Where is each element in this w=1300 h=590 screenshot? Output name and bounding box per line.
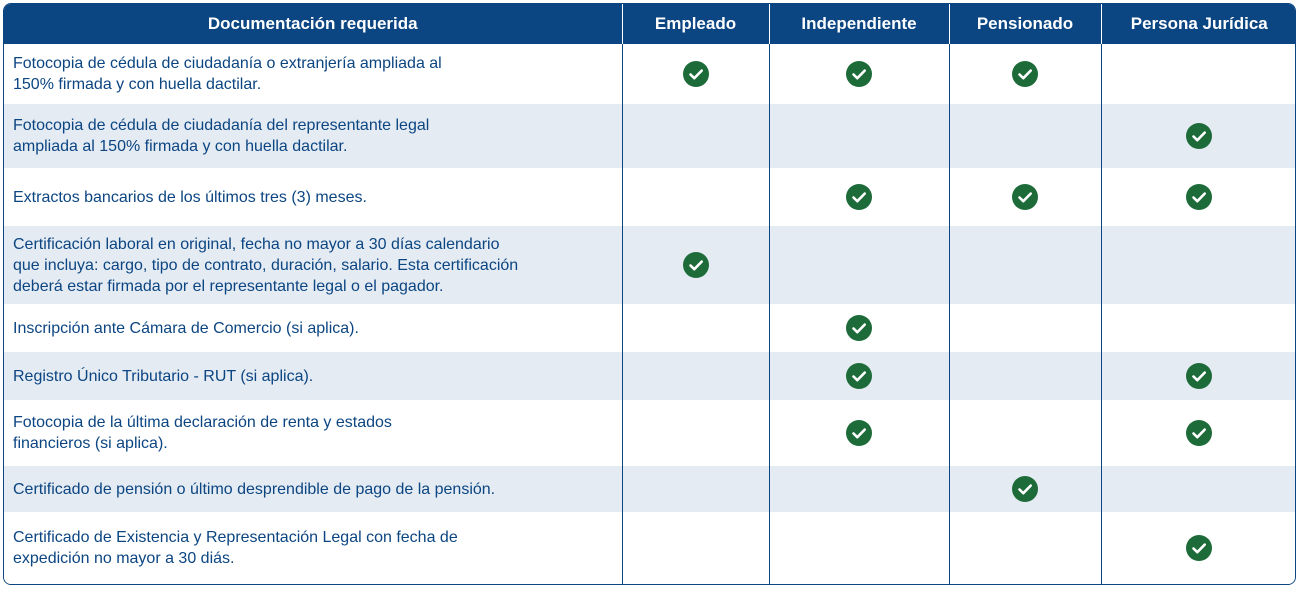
document-requirement-cell [4,168,622,226]
requirement-text-line: Fotocopia de cédula de ciudadanía del representante legal [13,117,430,134]
table-row [4,104,1296,168]
applicability-cell [769,168,949,226]
applicability-cell [769,512,949,584]
applicability-cell [949,168,1101,226]
applicability-cell [949,400,1101,466]
check-circle-icon [846,363,872,389]
table-row [4,168,1296,226]
check-circle-icon [1186,535,1212,561]
header-independiente: Independiente [769,4,949,44]
applicability-cell [622,168,769,226]
requirement-text-line: Fotocopia de cédula de ciudadanía o extranjería ampliada al [13,55,442,72]
applicability-cell [622,44,769,104]
requirement-text-line: deberá estar firmada por el representante legal o el pagador. [13,277,444,295]
check-circle-icon [1186,184,1212,210]
table-row [4,512,1296,584]
applicability-cell [1101,466,1296,512]
requirement-text-line: 150% firmada y con huella dactilar. [13,76,262,93]
document-requirement-cell [4,226,622,304]
requirement-text-line: Certificación laboral en original, fecha no mayor a 30 días calendario [13,235,500,253]
check-circle-icon [1186,123,1212,149]
applicability-cell [949,226,1101,304]
table-row [4,304,1296,352]
applicability-cell [622,466,769,512]
table-row [4,352,1296,400]
check-circle-icon [683,252,709,278]
check-circle-icon [683,61,709,87]
check-circle-icon [1012,476,1038,502]
requirement-text-line: Fotocopia de la última declaración de renta y estados [13,414,392,431]
check-circle-icon [1012,61,1038,87]
requirements-table-container [3,3,1296,585]
requirement-text-line: ampliada al 150% firmada y con huella dactilar. [13,138,348,155]
check-circle-icon [846,315,872,341]
applicability-cell [1101,44,1296,104]
applicability-cell [622,512,769,584]
applicability-cell [1101,400,1296,466]
applicability-cell [622,352,769,400]
applicability-cell [949,466,1101,512]
applicability-cell [622,304,769,352]
header-pensionado: Pensionado [949,4,1101,44]
applicability-cell [769,400,949,466]
applicability-cell [769,352,949,400]
applicability-cell [622,104,769,168]
table-row [4,226,1296,304]
applicability-cell [949,104,1101,168]
applicability-cell [949,304,1101,352]
applicability-cell [769,44,949,104]
table-header-row [4,4,1296,44]
table-row [4,466,1296,512]
applicability-cell [769,226,949,304]
table-body [4,44,1296,584]
applicability-cell [1101,104,1296,168]
check-circle-icon [846,420,872,446]
requirement-text-line: Certificado de pensión o último desprendible de pago de la pensión. [13,480,496,498]
applicability-cell [949,352,1101,400]
applicability-cell [769,104,949,168]
check-circle-icon [1012,184,1038,210]
applicability-cell [769,304,949,352]
requirement-text-line: financieros (si aplica). [13,435,168,452]
document-requirement-cell [4,512,622,584]
header-documentacion: Documentación requerida [4,4,622,44]
requirement-text-line: expedición no mayor a 30 diás. [13,550,235,567]
requirement-text-line: que incluya: cargo, tipo de contrato, duración, salario. Esta certificación [13,256,519,274]
table-row [4,400,1296,466]
table-row [4,44,1296,104]
check-circle-icon [846,61,872,87]
applicability-cell [1101,352,1296,400]
applicability-cell [622,400,769,466]
applicability-cell [1101,226,1296,304]
check-circle-icon [846,184,872,210]
document-requirement-cell [4,44,622,104]
applicability-cell [949,44,1101,104]
check-circle-icon [1186,363,1212,389]
requirement-text-line: Certificado de Existencia y Representación Legal con fecha de [13,529,458,546]
requirements-table [4,4,1296,584]
header-empleado: Empleado [622,4,769,44]
requirement-text-line: Extractos bancarios de los últimos tres (3) meses. [13,188,367,206]
applicability-cell [769,466,949,512]
applicability-cell [949,512,1101,584]
document-requirement-cell [4,466,622,512]
applicability-cell [1101,512,1296,584]
document-requirement-cell [4,400,622,466]
document-requirement-cell [4,104,622,168]
check-circle-icon [1186,420,1212,446]
requirement-text-line: Inscripción ante Cámara de Comercio (si aplica). [13,319,359,337]
applicability-cell [1101,304,1296,352]
document-requirement-cell [4,304,622,352]
applicability-cell [622,226,769,304]
applicability-cell [1101,168,1296,226]
document-requirement-cell [4,352,622,400]
requirement-text-line: Registro Único Tributario - RUT (si aplica). [13,367,314,385]
header-persona-juridica: Persona Jurídica [1101,4,1296,44]
